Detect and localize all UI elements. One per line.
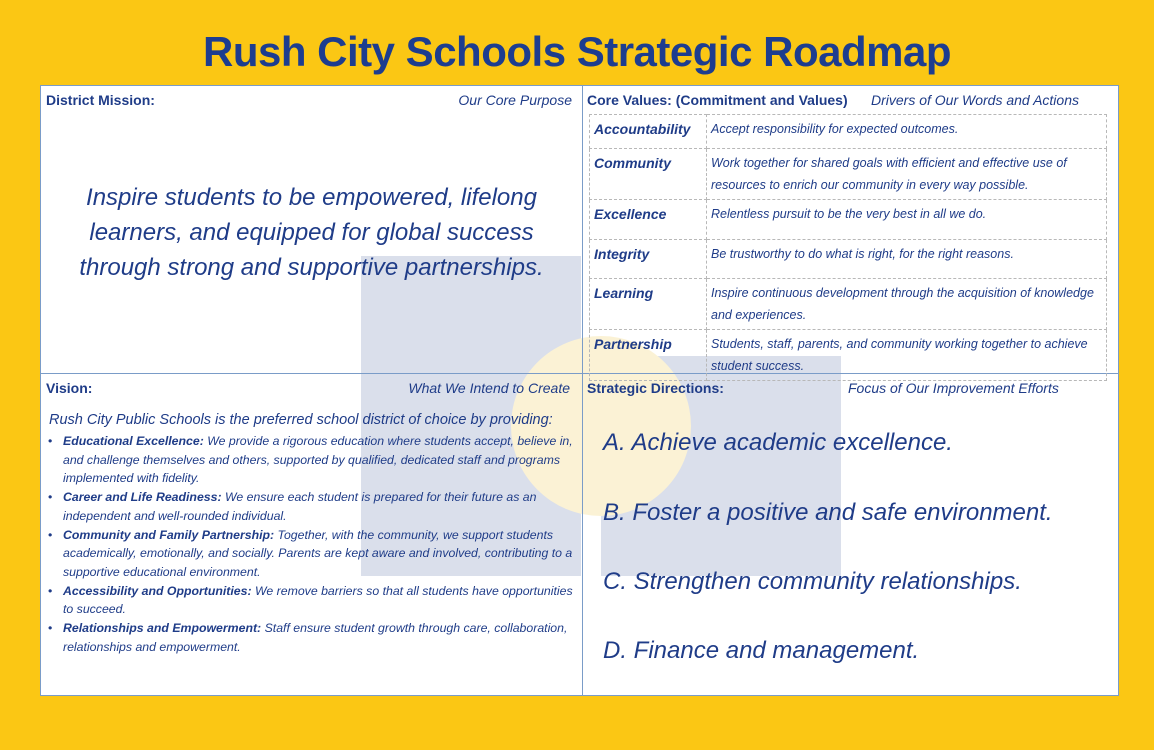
list-item	[47, 488, 579, 525]
value-name: Excellence	[590, 200, 707, 240]
list-item	[47, 582, 579, 619]
value-name: Community	[590, 149, 707, 200]
value-name: Partnership	[590, 330, 707, 381]
table-row	[590, 200, 1107, 240]
bullet: •	[48, 527, 53, 542]
page-title: Rush City Schools Strategic Roadmap	[203, 28, 951, 75]
direction-d: D. Finance and management.	[603, 637, 920, 664]
vision-section	[41, 374, 583, 696]
item-text: We remove barriers so that all students have opportunities to succeed.	[63, 583, 573, 617]
value-desc: Students, staff, parents, and community working together to achieve student success.	[707, 330, 1107, 381]
item-title: Accessibility and Opportunities:	[63, 583, 252, 598]
value-name: Accountability	[590, 115, 707, 149]
item-text: Together, with the community, we support students academically, emotionally, and socially. Parents are kept aware and involved, contributing to a supportive educational environment.	[63, 527, 573, 579]
item-title: Career and Life Readiness:	[63, 490, 222, 505]
mission-text: Inspire students to be empowered, lifelong learners, and equipped for global success through strong and supportive partnerships.	[79, 184, 544, 281]
value-desc: Inspire continuous development through the acquisition of knowledge and experiences.	[707, 279, 1107, 330]
bullet: •	[48, 490, 53, 505]
strategic-subtitle: Focus of Our Improvement Efforts	[848, 380, 1059, 396]
table-row	[590, 279, 1107, 330]
list-item	[47, 619, 579, 656]
value-desc: Work together for shared goals with efficient and effective use of resources to enrich our community in every way possible.	[707, 149, 1107, 200]
roadmap-board	[40, 85, 1119, 696]
strategic-directions-section	[583, 374, 1119, 696]
core-values-table	[589, 114, 1107, 381]
item-text: We provide a rigorous education where students accept, believe in, and challenge themselves and others, supported by qualified, dedicated staff and programs implemented with fidelity.	[63, 434, 573, 486]
table-row	[590, 149, 1107, 200]
direction-a: A. Achieve academic excellence.	[603, 429, 953, 456]
table-row	[590, 240, 1107, 279]
item-title: Educational Excellence:	[63, 434, 204, 448]
core-values-label: Core Values: (Commitment and Values)	[587, 92, 848, 108]
vision-list	[47, 432, 579, 656]
mission-section	[41, 86, 583, 374]
value-desc: Accept responsibility for expected outcomes.	[707, 115, 1107, 149]
core-values-subtitle: Drivers of Our Words and Actions	[871, 92, 1079, 108]
vision-intro: Rush City Public Schools is the preferred school district of choice by providing:	[49, 412, 553, 428]
bullet: •	[48, 434, 53, 448]
bullet: •	[48, 583, 53, 598]
bullet: •	[48, 621, 53, 636]
value-desc: Be trustworthy to do what is right, for the right reasons.	[707, 240, 1107, 279]
core-values-section	[583, 86, 1119, 374]
mission-subtitle: Our Core Purpose	[458, 92, 572, 108]
table-row	[590, 115, 1107, 149]
direction-b: B. Foster a positive and safe environment.	[603, 499, 1053, 526]
vision-label: Vision:	[46, 380, 93, 396]
list-item	[47, 526, 579, 582]
value-desc: Relentless pursuit to be the very best in all we do.	[707, 200, 1107, 240]
table-row	[590, 330, 1107, 381]
mission-label: District Mission:	[46, 92, 155, 108]
value-name: Learning	[590, 279, 707, 330]
item-title: Relationships and Empowerment:	[63, 621, 262, 636]
vision-subtitle: What We Intend to Create	[408, 380, 570, 396]
item-text: We ensure each student is prepared for their future as an independent and well-rounded individual.	[63, 490, 537, 523]
item-text: Staff ensure student growth through care, collaboration, relationships and empowerment.	[63, 621, 568, 654]
list-item	[47, 432, 579, 488]
value-name: Integrity	[590, 240, 707, 279]
item-title: Community and Family Partnership:	[63, 527, 275, 542]
direction-c: C. Strengthen community relationships.	[603, 568, 1022, 595]
strategic-label: Strategic Directions:	[587, 380, 724, 396]
